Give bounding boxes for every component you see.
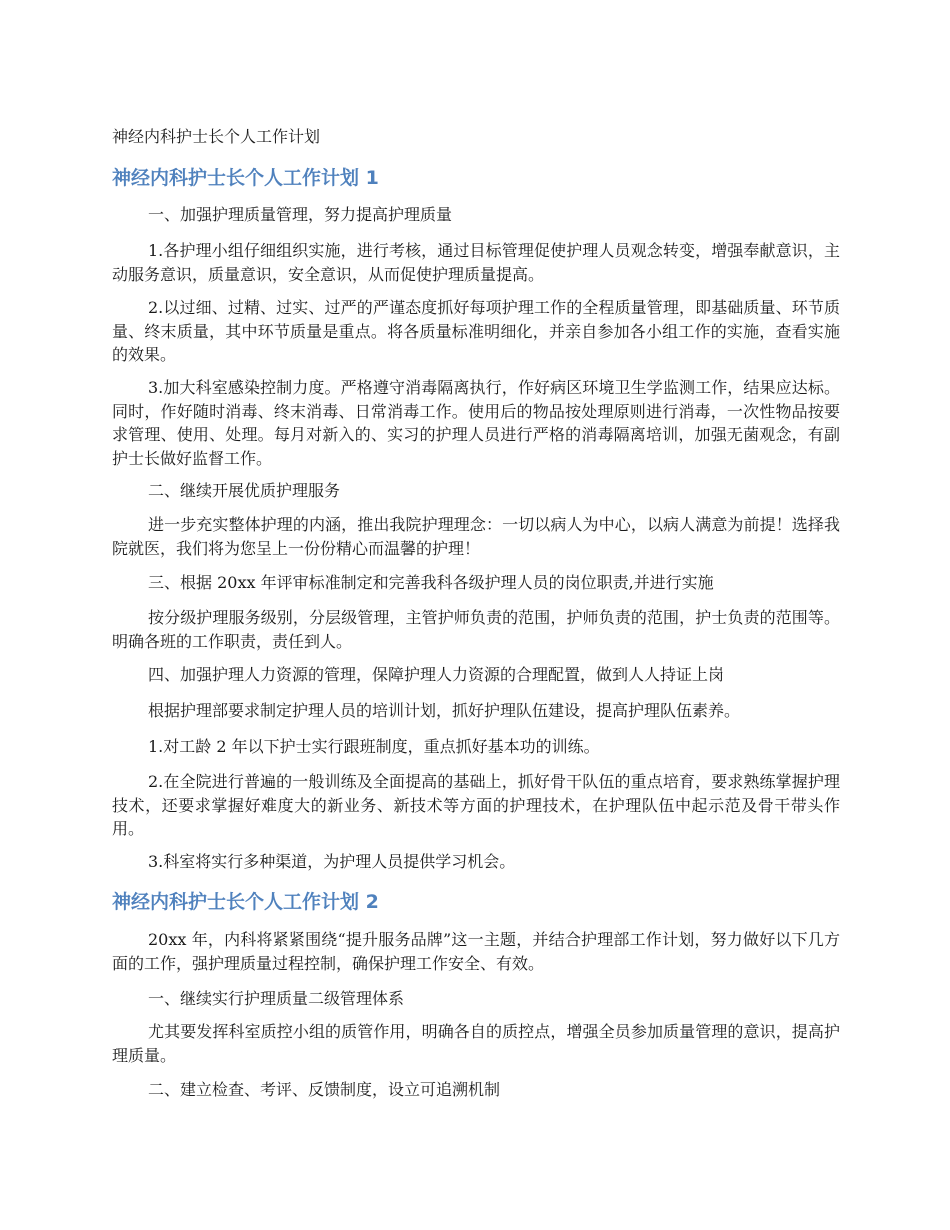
paragraph: 3.加大科室感染控制力度。严格遵守消毒隔离执行，作好病区环境卫生学监测工作，结果应达标。同时，作好随时消毒、终末消毒、日常消毒工作。使用后的物品按处理原则进行消毒，一次性物品按要求管理、使用、处理。每月对新入的、实习的护理人员进行严格的消毒隔离培训，加强无菌观念，有副护士长做好监督工作。 bbox=[112, 378, 840, 468]
paragraph: 3.科室将实行多种渠道，为护理人员提供学习机会。 bbox=[148, 852, 516, 871]
paragraph: 四、加强护理人力资源的管理，保障护理人力资源的合理配置，做到人人持证上岗 bbox=[148, 665, 725, 684]
paragraph: 按分级护理服务级别，分层级管理，主管护师负责的范围，护师负责的范围，护士负责的范围等。明确各班的工作职责，责任到人。 bbox=[112, 608, 840, 651]
paragraph: 2.在全院进行普遍的一般训练及全面提高的基础上，抓好骨干队伍的重点培育，要求熟练掌握护理技术，还要求掌握好难度大的新业务、新技术等方面的护理技术，在护理队伍中起示范及骨干带头作用。 bbox=[112, 772, 840, 838]
paragraph: 2.以过细、过精、过实、过严的严谨态度抓好每项护理工作的全程质量管理，即基础质量、环节质量、终末质量，其中环节质量是重点。将各质量标准明细化，并亲自参加各小组工作的实施，查看实施的效果。 bbox=[112, 298, 840, 364]
paragraph: 二、建立检查、考评、反馈制度，设立可追溯机制 bbox=[148, 1080, 501, 1099]
paragraph: 进一步充实整体护理的内涵，推出我院护理理念：一切以病人为中心，以病人满意为前提！选择我院就医，我们将为您呈上一份份精心而温馨的护理！ bbox=[112, 515, 840, 558]
paragraph: 一、继续实行护理质量二级管理体系 bbox=[148, 989, 405, 1008]
paragraph: 根据护理部要求制定护理人员的培训计划，抓好护理队伍建设，提高护理队伍素养。 bbox=[148, 701, 741, 720]
paragraph: 1.对工龄 2 年以下护士实行跟班制度，重点抓好基本功的训练。 bbox=[148, 737, 600, 756]
paragraph: 三、根据 20xx 年评审标准制定和完善我科各级护理人员的岗位职责,并进行实施 bbox=[148, 573, 714, 592]
section-heading-1: 神经内科护士长个人工作计划 1 bbox=[112, 167, 379, 189]
paragraph: 20xx 年，内科将紧紧围绕“提升服务品牌”这一主题，并结合护理部工作计划，努力做好以下几方面的工作，强护理质量过程控制，确保护理工作安全、有效。 bbox=[112, 930, 840, 973]
document-title: 神经内科护士长个人工作计划 bbox=[112, 127, 321, 146]
paragraph: 二、继续开展优质护理服务 bbox=[148, 481, 341, 500]
paragraph: 尤其要发挥科室质控小组的质管作用，明确各自的质控点，增强全员参加质量管理的意识，提高护理质量。 bbox=[112, 1022, 840, 1065]
section-heading-2: 神经内科护士长个人工作计划 2 bbox=[112, 891, 379, 913]
paragraph: 1.各护理小组仔细组织实施，进行考核，通过目标管理促使护理人员观念转变，增强奉献意识，主动服务意识，质量意识，安全意识，从而促使护理质量提高。 bbox=[112, 241, 840, 284]
paragraph: 一、加强护理质量管理，努力提高护理质量 bbox=[148, 205, 453, 224]
